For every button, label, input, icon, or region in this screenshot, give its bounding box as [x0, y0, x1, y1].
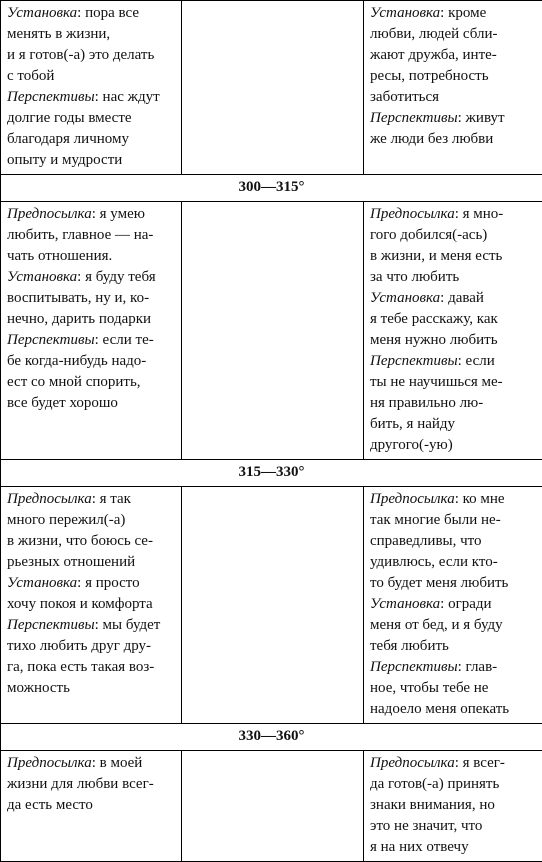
text-line: [370, 816, 538, 837]
field-text: : я всег-: [455, 755, 505, 771]
text-line: [370, 594, 538, 615]
field-text: меня от бед, и я буду: [370, 617, 503, 633]
field-text: : давай: [440, 290, 484, 306]
text-line: [7, 510, 177, 531]
field-text: можность: [7, 680, 70, 696]
text-line: [370, 510, 538, 531]
field-text: другого(-ую): [370, 437, 453, 453]
field-text: нечно, дарить подарки: [7, 311, 151, 327]
text-line: [370, 288, 538, 309]
text-line: [370, 636, 538, 657]
left-cell: [1, 1, 182, 175]
text-line: [370, 699, 538, 720]
middle-cell: [182, 751, 364, 862]
text-line: [7, 108, 177, 129]
text-line: [7, 45, 177, 66]
text-line: [370, 489, 538, 510]
field-text: : огради: [440, 596, 491, 612]
field-text: : я так: [92, 491, 131, 507]
text-line: [370, 225, 538, 246]
text-line: [7, 129, 177, 150]
field-text: га, пока есть такая воз-: [7, 659, 154, 675]
field-text: : я мно-: [455, 206, 504, 222]
field-text: : мы будет: [95, 617, 161, 633]
text-line: [7, 552, 177, 573]
field-text: и я готов(-а) это делать: [7, 47, 154, 63]
field-text: за что любить: [370, 269, 459, 285]
field-text: : я просто: [77, 575, 139, 591]
field-text: : нас ждут: [95, 89, 160, 105]
text-line: [370, 351, 538, 372]
field-text: : в моей: [92, 755, 143, 771]
field-label: Перспективы: [370, 110, 458, 126]
field-text: : если: [458, 353, 495, 369]
field-text: я тебе расскажу, как: [370, 311, 498, 327]
text-line: [370, 66, 538, 87]
field-text: так многие были не-: [370, 512, 501, 528]
text-line: [370, 108, 538, 129]
text-line: [370, 267, 538, 288]
field-text: справедливы, что: [370, 533, 482, 549]
field-text: я на них отвечу: [370, 839, 469, 855]
field-label: Предпосылка: [7, 491, 92, 507]
field-label: Установка: [370, 290, 440, 306]
table-row: [1, 1, 542, 175]
field-text: с тобой: [7, 68, 54, 84]
text-line: [7, 774, 177, 795]
text-line: [7, 657, 177, 678]
text-line: [370, 24, 538, 45]
text-line: [7, 309, 177, 330]
degree-range-header: 315—330°: [1, 460, 542, 487]
field-text: ня правильно лю-: [370, 395, 483, 411]
field-text: надоело меня опекать: [370, 701, 509, 717]
field-text: бить, я найду: [370, 416, 455, 432]
field-label: Перспективы: [7, 89, 95, 105]
table-row: [1, 487, 542, 724]
table-body: [1, 1, 542, 862]
text-line: [7, 3, 177, 24]
text-line: [7, 204, 177, 225]
field-text: то будет меня любить: [370, 575, 508, 591]
text-line: [7, 288, 177, 309]
field-label: Установка: [7, 269, 77, 285]
right-cell: [364, 487, 542, 724]
field-text: заботиться: [370, 89, 439, 105]
field-label: Предпосылка: [370, 755, 455, 771]
text-line: [370, 837, 538, 858]
field-text: любви, людей сбли-: [370, 26, 498, 42]
text-line: [7, 351, 177, 372]
degree-header-row: [1, 460, 542, 487]
table-row: [1, 202, 542, 460]
left-cell: [1, 202, 182, 460]
field-text: ты не научишься ме-: [370, 374, 503, 390]
middle-cell: [182, 1, 364, 175]
field-text: это не значит, что: [370, 818, 482, 834]
text-line: [7, 87, 177, 108]
text-line: [370, 330, 538, 351]
text-line: [370, 678, 538, 699]
text-line: [7, 267, 177, 288]
text-line: [7, 636, 177, 657]
text-line: [370, 204, 538, 225]
field-text: менять в жизни,: [7, 26, 110, 42]
text-line: [370, 87, 538, 108]
text-line: [7, 66, 177, 87]
left-cell: [1, 751, 182, 862]
text-line: [370, 129, 538, 150]
field-text: знаки внимания, но: [370, 797, 495, 813]
field-text: гого добился(-ась): [370, 227, 487, 243]
field-text: меня нужно любить: [370, 332, 498, 348]
field-text: ресы, потребность: [370, 68, 489, 84]
field-text: удивлюсь, если кто-: [370, 554, 498, 570]
text-line: [7, 594, 177, 615]
right-cell: [364, 751, 542, 862]
field-text: благодаря личному: [7, 131, 129, 147]
field-text: ест со мной спорить,: [7, 374, 141, 390]
text-line: [370, 393, 538, 414]
text-line: [370, 246, 538, 267]
field-text: бе когда-нибудь надо-: [7, 353, 146, 369]
field-text: : я умею: [92, 206, 145, 222]
field-text: ное, чтобы тебе не: [370, 680, 488, 696]
field-text: жизни для любви всег-: [7, 776, 154, 792]
field-text: любить, главное — на-: [7, 227, 153, 243]
text-line: [370, 372, 538, 393]
text-line: [370, 795, 538, 816]
field-text: тебя любить: [370, 638, 449, 654]
text-line: [370, 309, 538, 330]
field-label: Предпосылка: [7, 755, 92, 771]
text-line: [7, 489, 177, 510]
field-text: : кроме: [440, 5, 486, 21]
field-text: : я буду тебя: [77, 269, 155, 285]
field-text: в жизни, что боюсь се-: [7, 533, 153, 549]
text-line: [7, 678, 177, 699]
right-cell: [364, 1, 542, 175]
field-label: Предпосылка: [370, 491, 455, 507]
text-line: [7, 393, 177, 414]
text-line: [370, 774, 538, 795]
text-line: [370, 552, 538, 573]
field-label: Предпосылка: [370, 206, 455, 222]
left-cell: [1, 487, 182, 724]
text-line: [7, 372, 177, 393]
text-line: [7, 150, 177, 171]
field-text: много пережил(-а): [7, 512, 125, 528]
field-text: рьезных отношений: [7, 554, 135, 570]
field-text: : живут: [458, 110, 505, 126]
text-line: [370, 414, 538, 435]
degree-range-header: 330—360°: [1, 724, 542, 751]
text-line: [370, 531, 538, 552]
field-label: Перспективы: [7, 332, 95, 348]
table-row: [1, 751, 542, 862]
field-label: Установка: [7, 575, 77, 591]
field-text: же люди без любви: [370, 131, 493, 147]
field-text: опыту и мудрости: [7, 152, 122, 168]
text-line: [370, 45, 538, 66]
field-text: да есть место: [7, 797, 93, 813]
field-text: да готов(-а) принять: [370, 776, 499, 792]
field-label: Перспективы: [7, 617, 95, 633]
text-line: [7, 615, 177, 636]
degree-range-header: 300—315°: [1, 175, 542, 202]
text-line: [370, 573, 538, 594]
field-label: Установка: [370, 5, 440, 21]
text-line: [7, 246, 177, 267]
text-line: [7, 330, 177, 351]
text-line: [7, 24, 177, 45]
field-text: тихо любить друг дру-: [7, 638, 151, 654]
text-line: [370, 435, 538, 456]
text-line: [370, 657, 538, 678]
field-text: чать отношения.: [7, 248, 112, 264]
text-line: [370, 3, 538, 24]
field-label: Установка: [370, 596, 440, 612]
field-text: : глав-: [458, 659, 498, 675]
field-label: Установка: [7, 5, 77, 21]
field-text: хочу покоя и комфорта: [7, 596, 153, 612]
field-label: Предпосылка: [7, 206, 92, 222]
text-line: [7, 225, 177, 246]
middle-cell: [182, 487, 364, 724]
field-text: в жизни, и меня есть: [370, 248, 502, 264]
text-line: [7, 531, 177, 552]
field-text: все будет хорошо: [7, 395, 118, 411]
field-text: воспитывать, ну и, ко-: [7, 290, 149, 306]
degree-header-row: [1, 175, 542, 202]
text-line: [7, 795, 177, 816]
field-text: : пора все: [77, 5, 139, 21]
text-line: [370, 615, 538, 636]
field-text: жают дружба, инте-: [370, 47, 497, 63]
text-line: [370, 753, 538, 774]
field-text: : если те-: [95, 332, 154, 348]
field-text: : ко мне: [455, 491, 505, 507]
text-line: [7, 573, 177, 594]
middle-cell: [182, 202, 364, 460]
field-text: долгие годы вместе: [7, 110, 132, 126]
degree-header-row: [1, 724, 542, 751]
field-label: Перспективы: [370, 353, 458, 369]
right-cell: [364, 202, 542, 460]
field-label: Перспективы: [370, 659, 458, 675]
text-line: [7, 753, 177, 774]
